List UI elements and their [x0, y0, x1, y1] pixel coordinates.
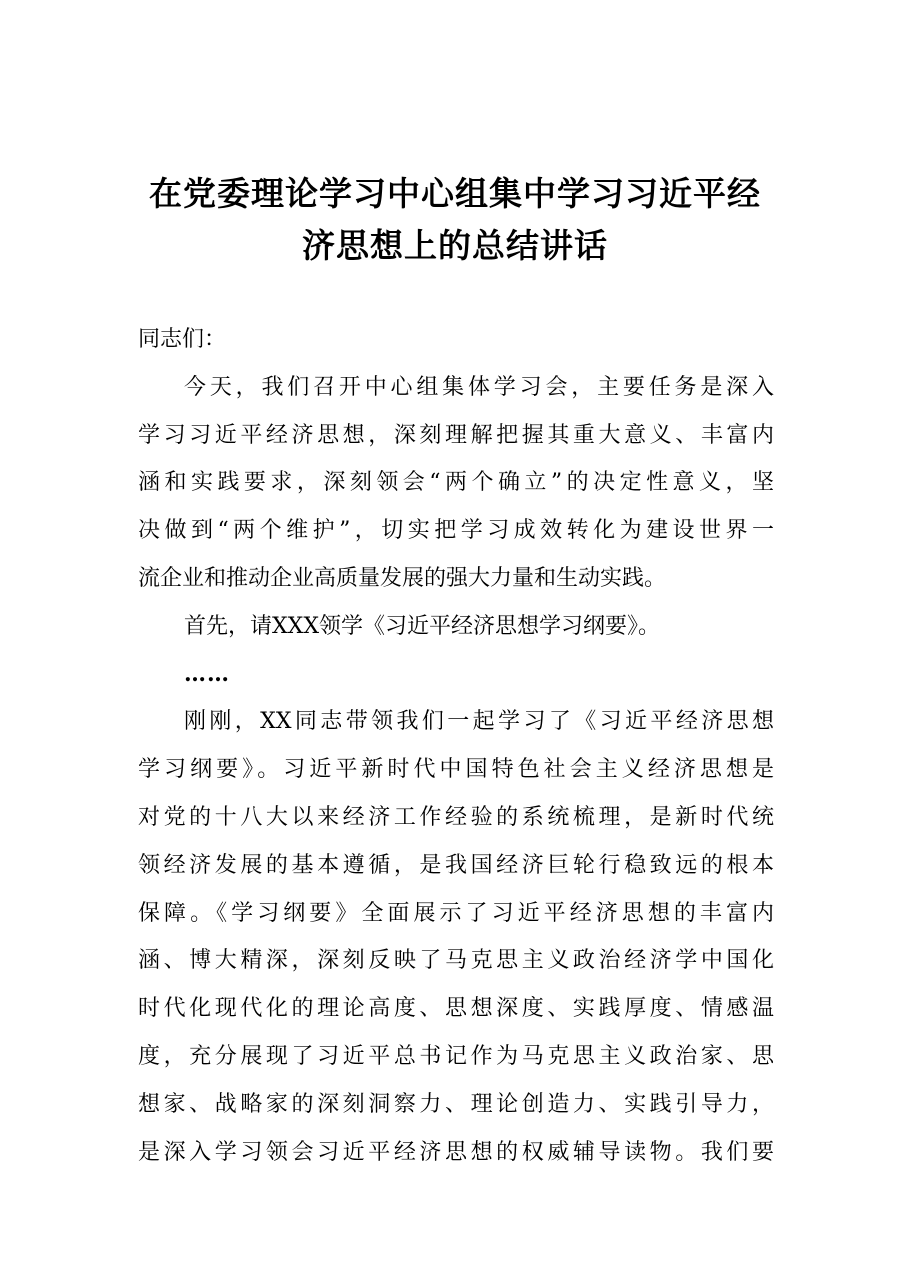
paragraph-3-line-4: 领经济发展的基本遵循，是我国经济巨轮行稳致远的根本 — [138, 852, 774, 878]
title-line-2: 济思想上的总结讲话 — [302, 226, 608, 265]
paragraph-1-line-5: 流企业和推动企业高质量发展的强大力量和生动实践。 — [138, 565, 667, 591]
salutation: 同志们： — [138, 327, 227, 352]
paragraph-3-line-5: 保障。《学习纲要》全面展示了习近平经济思想的丰富内 — [138, 900, 774, 926]
paragraph-1-line-4: 决做到“两个维护”，切实把学习成效转化为建设世界一 — [138, 518, 774, 544]
paragraph-1-line-1: 今天，我们召开中心组集体学习会，主要任务是深入 — [184, 374, 774, 400]
paragraph-2: 首先，请XXX领学《习近平经济思想学习纲要》。 — [184, 613, 660, 639]
document-title — [110, 168, 800, 272]
paragraph-3-line-8: 度，充分展现了习近平总书记作为马克思主义政治家、思 — [138, 1043, 774, 1069]
paragraph-1-line-2: 学习习近平经济思想，深刻理解把握其重大意义、丰富内 — [138, 422, 774, 448]
ellipsis-marker: …… — [184, 660, 230, 687]
document-body — [138, 316, 774, 1176]
paragraph-3-line-3: 对党的十八大以来经济工作经验的系统梳理，是新时代统 — [138, 804, 774, 830]
paragraph-3-line-1: 刚刚，XX同志带领我们一起学习了《习近平经济思想 — [184, 709, 774, 735]
paragraph-3-line-9: 想家、战略家的深刻洞察力、理论创造力、实践引导力， — [138, 1091, 774, 1117]
paragraph-3-line-6: 涵、博大精深，深刻反映了马克思主义政治经济学中国化 — [138, 948, 774, 974]
paragraph-1-line-3: 涵和实践要求，深刻领会“两个确立”的决定性意义，坚 — [138, 470, 774, 496]
title-line-1: 在党委理论学习中心组集中学习习近平经 — [149, 174, 761, 213]
paragraph-3-line-2: 学习纲要》。习近平新时代中国特色社会主义经济思想是 — [138, 757, 774, 783]
paragraph-3-line-10: 是深入学习领会习近平经济思想的权威辅导读物。我们要 — [138, 1139, 774, 1165]
paragraph-3-line-7: 时代化现代化的理论高度、思想深度、实践厚度、情感温 — [138, 996, 774, 1022]
